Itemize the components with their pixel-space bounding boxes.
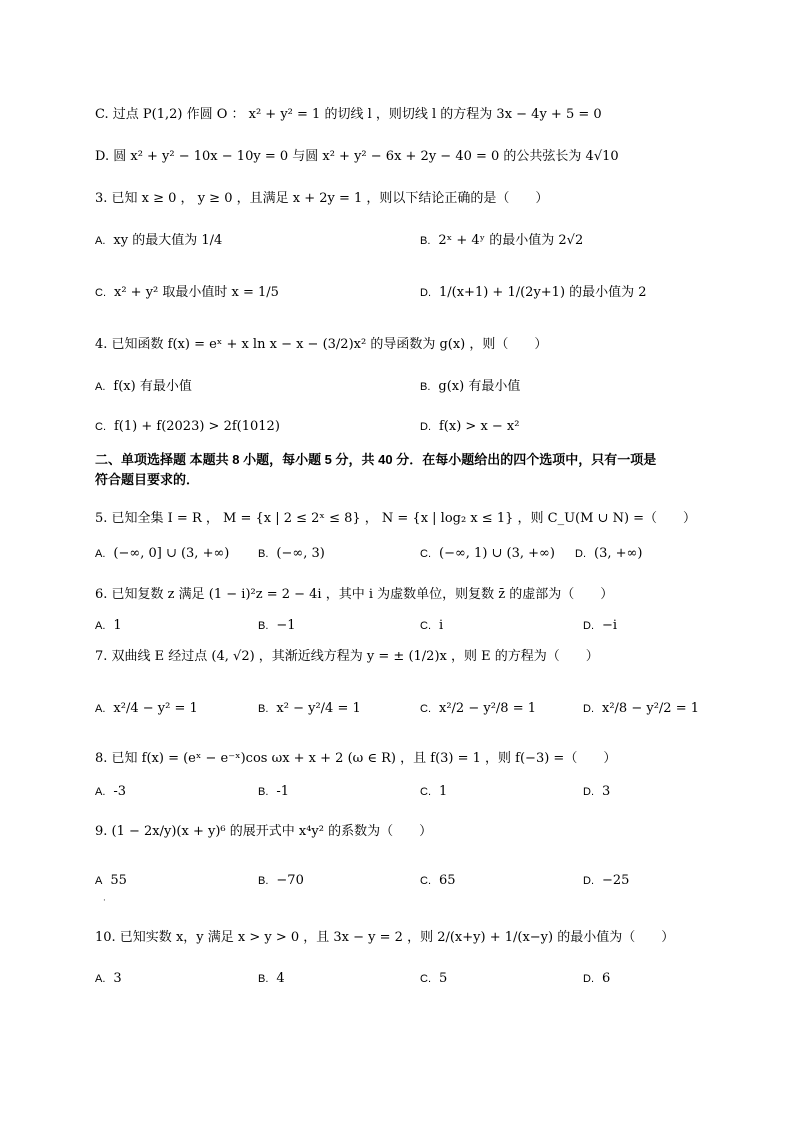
- q3-option-d: [420, 284, 647, 302]
- q10-option-b-label: B.: [258, 973, 269, 985]
- q5-option-a: [95, 545, 229, 563]
- q7-option-c: [420, 700, 536, 718]
- section-header-line-1: 二、单项选择题 本题共 8 小题，每小题 5 分，共 40 分．在每小题给出的四个选项中，只有一项是: [95, 452, 657, 467]
- q8-option-b-text: -1: [276, 784, 290, 799]
- q8-option-d-label: D.: [583, 786, 594, 798]
- q4-option-b-label: B.: [420, 381, 431, 393]
- q5-option-c: [420, 545, 555, 563]
- q8-option-d-text: 3: [602, 784, 611, 799]
- q7-option-b: [258, 700, 361, 718]
- q4-option-b: [420, 378, 520, 396]
- q4-option-a: [95, 378, 192, 396]
- q7-option-d-text: x²/8 − y²/2 = 1: [602, 701, 699, 716]
- q4-option-d-label: D.: [420, 421, 431, 433]
- q9-option-a-text: 55: [110, 873, 127, 888]
- q10-option-b-text: 4: [276, 971, 285, 986]
- q3-option-c-text: x² + y² 取最小值时 x = 1/5: [114, 285, 279, 300]
- q7-option-c-label: C.: [420, 703, 431, 715]
- question-6-stem: 6. 已知复数 z 满足 (1 − i)²z = 2 − 4i ，其中 i 为虚数单位，则复数 z̄ 的虚部为（ ）: [95, 587, 614, 602]
- q6-option-d-label: D.: [583, 620, 594, 632]
- q3-option-d-label: D.: [420, 287, 431, 299]
- q10-option-d: [583, 970, 610, 988]
- q3-option-a-text: xy 的最大值为 1/4: [113, 233, 223, 248]
- q10-option-a: [95, 970, 122, 988]
- q9-option-a: [95, 872, 127, 890]
- q7-option-d: [583, 700, 699, 718]
- q6-option-d-text: −i: [602, 618, 618, 633]
- q7-option-a-text: x²/4 − y² = 1: [113, 701, 198, 716]
- q9-option-c: [420, 872, 456, 890]
- q7-option-c-text: x²/2 − y²/8 = 1: [439, 701, 536, 716]
- q6-option-a: [95, 617, 122, 635]
- q8-option-a: [95, 783, 126, 801]
- q3-option-b-text: 2ˣ + 4ʸ 的最小值为 2√2: [438, 233, 584, 248]
- q9-option-a-label: A: [95, 875, 103, 887]
- stray-dot: ·: [103, 896, 106, 906]
- q4-option-d: [420, 418, 519, 436]
- q4-option-b-text: g(x) 有最小值: [438, 379, 521, 394]
- q9-option-b-label: B.: [258, 875, 269, 887]
- q7-option-b-label: B.: [258, 703, 269, 715]
- question-7-stem: 7. 双曲线 E 经过点 (4, √2) ，其渐近线方程为 y = ± (1/2)x ，则 E 的方程为（ ）: [95, 649, 599, 664]
- q8-option-c-text: 1: [439, 784, 448, 799]
- q5-option-d-label: D.: [575, 548, 586, 560]
- q10-option-c-label: C.: [420, 973, 431, 985]
- q9-option-c-label: C.: [420, 875, 431, 887]
- q6-option-b-label: B.: [258, 620, 269, 632]
- question-5-stem: 5. 已知全集 I = R ， M = {x | 2 ≤ 2ˣ ≤ 8} ， N = {x | log₂ x ≤ 1} ，则 C_U(M ∪ N) =（ ）: [95, 511, 697, 526]
- q6-option-a-text: 1: [113, 618, 122, 633]
- q3-option-a-label: A.: [95, 235, 106, 247]
- q9-option-c-text: 65: [439, 873, 456, 888]
- q7-option-b-text: x² − y²/4 = 1: [276, 701, 361, 716]
- q6-option-c: [420, 617, 443, 635]
- q10-option-d-text: 6: [602, 971, 611, 986]
- q3-option-c-label: C.: [95, 287, 106, 299]
- q10-option-c: [420, 970, 447, 988]
- q6-option-d: [583, 617, 617, 635]
- question-3-stem: 3. 已知 x ≥ 0 ， y ≥ 0 ，且满足 x + 2y = 1 ，则以下结论正确的是（ ）: [95, 191, 549, 206]
- q10-option-c-text: 5: [439, 971, 448, 986]
- q5-option-a-text: (−∞, 0] ∪ (3, +∞): [113, 546, 230, 561]
- q10-option-a-text: 3: [113, 971, 122, 986]
- q6-option-c-label: C.: [420, 620, 431, 632]
- q4-option-d-text: f(x) > x − x²: [439, 419, 520, 434]
- q5-option-d: [575, 545, 642, 563]
- q5-option-d-text: (3, +∞): [594, 546, 643, 561]
- q9-option-b-text: −70: [276, 873, 304, 888]
- q3-option-c: [95, 284, 279, 302]
- q8-option-c: [420, 783, 447, 801]
- q3-option-b-label: B.: [420, 235, 431, 247]
- q4-option-c-label: C.: [95, 421, 106, 433]
- question-8-stem: 8. 已知 f(x) = (eˣ − e⁻ˣ)cos ωx + x + 2 (ω ∈ R) ，且 f(3) = 1 ，则 f(−3) =（ ）: [95, 751, 617, 766]
- question-9-stem: 9. (1 − 2x/y)(x + y)⁶ 的展开式中 x⁴y² 的系数为（ ）: [95, 824, 433, 839]
- q8-option-d: [583, 783, 610, 801]
- q8-option-b-label: B.: [258, 786, 269, 798]
- q6-option-b-text: −1: [276, 618, 296, 633]
- option-c-tangent: C. 过点 P(1,2) 作圆 O ： x² + y² = 1 的切线 l ，则切线 l 的方程为 3x − 4y + 5 = 0: [95, 107, 602, 122]
- q10-option-a-label: A.: [95, 973, 106, 985]
- q8-option-a-text: -3: [113, 784, 127, 799]
- q7-option-a: [95, 700, 198, 718]
- q8-option-c-label: C.: [420, 786, 431, 798]
- q4-option-a-text: f(x) 有最小值: [113, 379, 192, 394]
- section-header-line-2: 符合题目要求的．: [95, 472, 200, 487]
- q3-option-a: [95, 232, 222, 250]
- q3-option-b: [420, 232, 583, 250]
- q9-option-d-text: −25: [602, 873, 630, 888]
- q4-option-c: [95, 418, 280, 436]
- q6-option-c-text: i: [439, 618, 444, 633]
- q10-option-b: [258, 970, 285, 988]
- q9-option-b: [258, 872, 304, 890]
- q3-option-d-text: 1/(x+1) + 1/(2y+1) 的最小值为 2: [439, 285, 647, 300]
- q10-option-d-label: D.: [583, 973, 594, 985]
- q5-option-b-label: B.: [258, 548, 269, 560]
- q7-option-a-label: A.: [95, 703, 106, 715]
- q8-option-a-label: A.: [95, 786, 106, 798]
- q5-option-c-text: (−∞, 1) ∪ (3, +∞): [439, 546, 555, 561]
- question-10-stem: 10. 已知实数 x，y 满足 x > y > 0 ，且 3x − y = 2 ，则 2/(x+y) + 1/(x−y) 的最小值为（ ）: [95, 930, 675, 945]
- q5-option-b: [258, 545, 325, 563]
- option-d-common-chord: D. 圆 x² + y² − 10x − 10y = 0 与圆 x² + y² − 6x + 2y − 40 = 0 的公共弦长为 4√10: [95, 149, 619, 164]
- q6-option-b: [258, 617, 296, 635]
- question-4-stem: 4. 已知函数 f(x) = eˣ + x ln x − x − (3/2)x² 的导函数为 g(x) ，则（ ）: [95, 337, 548, 352]
- q6-option-a-label: A.: [95, 620, 106, 632]
- q4-option-a-label: A.: [95, 381, 106, 393]
- q5-option-c-label: C.: [420, 548, 431, 560]
- q9-option-d-label: D.: [583, 875, 594, 887]
- q5-option-a-label: A.: [95, 548, 106, 560]
- q7-option-d-label: D.: [583, 703, 594, 715]
- q8-option-b: [258, 783, 289, 801]
- section-header: [95, 450, 715, 490]
- q4-option-c-text: f(1) + f(2023) > 2f(1012): [114, 419, 280, 434]
- q5-option-b-text: (−∞, 3): [276, 546, 325, 561]
- q9-option-d: [583, 872, 629, 890]
